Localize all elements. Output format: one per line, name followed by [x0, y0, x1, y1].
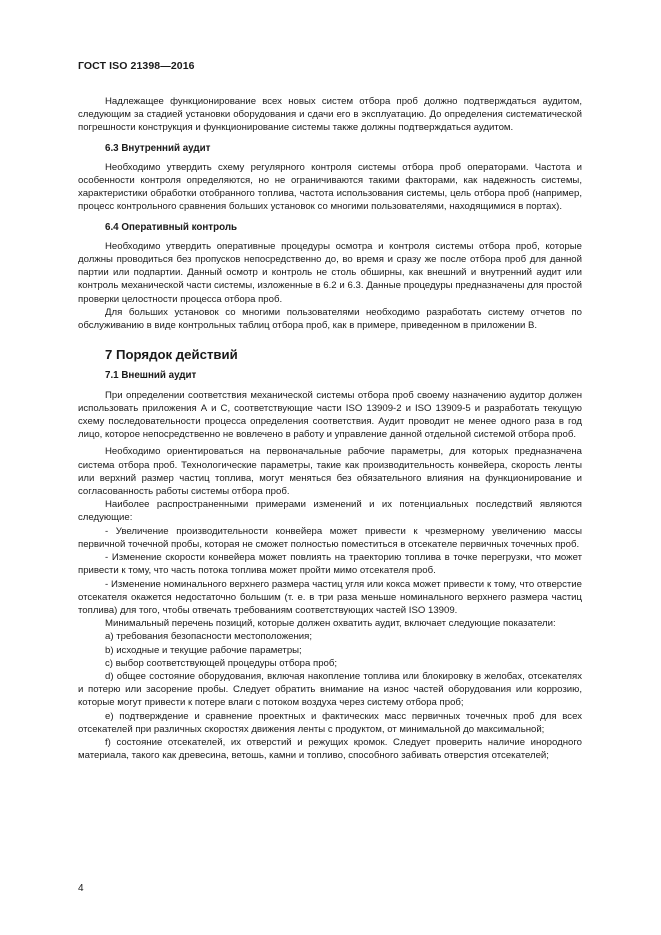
paragraph-intro: Надлежащее функционирование всех новых систем отбора проб должно подтверждаться аудитом, следующим за стадией установки оборудования и сдачи его в эксплуатацию. До определения систематической погрешности конструкция и функционирование системы также должны подтверждаться аудитом.	[78, 96, 582, 134]
paragraph-6-4-b: Для больших установок со многими пользователями необходимо разработать систему отчетов по обслуживанию в виде контрольных таблиц отбора проб, как в примере, приведенном в приложении В.	[78, 306, 582, 332]
page-content	[78, 95, 582, 762]
dash-item-1: - Увеличение производительности конвейера может привести к чрезмерному увеличению массы первичной точечной пробы, которая не сможет полностью поместиться в отсекателе первичных точечных проб.	[78, 525, 582, 550]
heading-6-4: 6.4 Оперативный контроль	[105, 221, 238, 233]
heading-7-1: 7.1 Внешний аудит	[105, 370, 197, 382]
document-header: ГОСТ ISO 21398—2016	[78, 60, 195, 72]
list-item-b: b) исходные и текущие рабочие параметры;	[105, 644, 302, 656]
paragraph-7-1-c: Наиболее распространенными примерами изменений и их потенциальных последствий являются следующие:	[78, 499, 582, 524]
heading-7: 7 Порядок действий	[105, 347, 238, 363]
paragraph-7-1-d: Минимальный перечень позиций, которые должен охватить аудит, включает следующие показатели:	[105, 618, 556, 630]
list-item-c: с) выбор соответствующей процедуры отбора проб;	[105, 657, 338, 669]
page-number: 4	[78, 883, 84, 894]
list-item-a: а) требования безопасности местоположения;	[105, 631, 313, 643]
dash-item-3: - Изменение номинального верхнего размера частиц угля или кокса может привести к тому, что отверстие отсекателя окажется недостаточно большим (т. е. в три раза меньше номинального верхнего размера частиц топлива) для того, чтобы отвечать требованиям соответствующих частей ISO 13909.	[78, 578, 582, 616]
paragraph-7-1-b: Необходимо ориентироваться на первоначальные рабочие параметры, для которых предназначена система отбора проб. Технологические параметры, такие как производительность конвейера, скорость ленты или верхний размер частиц топлива, могут меняться без обязательного влияния на функционирование и согласованность работы системы отбора проб.	[78, 446, 582, 498]
list-item-f: f) состояние отсекателей, их отверстий и режущих кромок. Следует проверить наличие инородного материала, такого как древесина, ветошь, камни и топливо, способного забивать отверстия отсекателей;	[78, 736, 582, 762]
heading-6-3: 6.3 Внутренний аудит	[105, 142, 211, 154]
list-item-e: е) подтверждение и сравнение проектных и фактических масс первичных точечных проб для всех отсекателей при различных скоростях движения ленты с продуктом, от минимальной до максимальной;	[78, 710, 582, 735]
paragraph-6-3: Необходимо утвердить схему регулярного контроля системы отбора проб операторами. Частота и особенности контроля определяются, но не ограничиваются такими факторами, как надежность системы, характеристики обработки отобранного топлива, частота использования системы, цель отбора проб (например, процесс контрольного сравнения больших установок со многими пользователями, находящимися в портах).	[78, 161, 582, 213]
dash-item-2: - Изменение скорости конвейера может повлиять на траекторию топлива в точке перегрузки, что может привести к тому, что часть потока топлива может пройти мимо отсекателя проб.	[78, 552, 582, 577]
list-item-d: d) общее состояние оборудования, включая накопление топлива или блокировку в желобах, отсекателях и потерю или засорение пробы. Следует обратить внимание на износ частей оборудования или коррозию, которые могут привести к потере влаги с потоком воздуха через систему отбора проб;	[78, 670, 582, 709]
paragraph-6-4-a: Необходимо утвердить оперативные процедуры осмотра и контроля системы отбора проб, которые должны проводиться без пропусков непосредственно до, во время и сразу же после отбора проб для данной партии или подпартии. Данный осмотр и контроль не столь обширны, как внешний и внутренний аудит или контроль механической части системы, изложенные в 6.2 и 6.3. Данные процедуры предназначены для простой проверки целостности процесса отбора проб.	[78, 240, 582, 305]
paragraph-7-1-a: При определении соответствия механической системы отбора проб своему назначению аудитор должен использовать приложения А и С, соответствующие части ISO 13909-2 и ISO 13909-5 и разработать текущую схему последовательности процесса определения соответствия. Аудит проводит не менее одного раза в год лицо, которое непосредственно не вовлечено в работу и управление данной отдельной системой отбора проб.	[78, 389, 582, 441]
